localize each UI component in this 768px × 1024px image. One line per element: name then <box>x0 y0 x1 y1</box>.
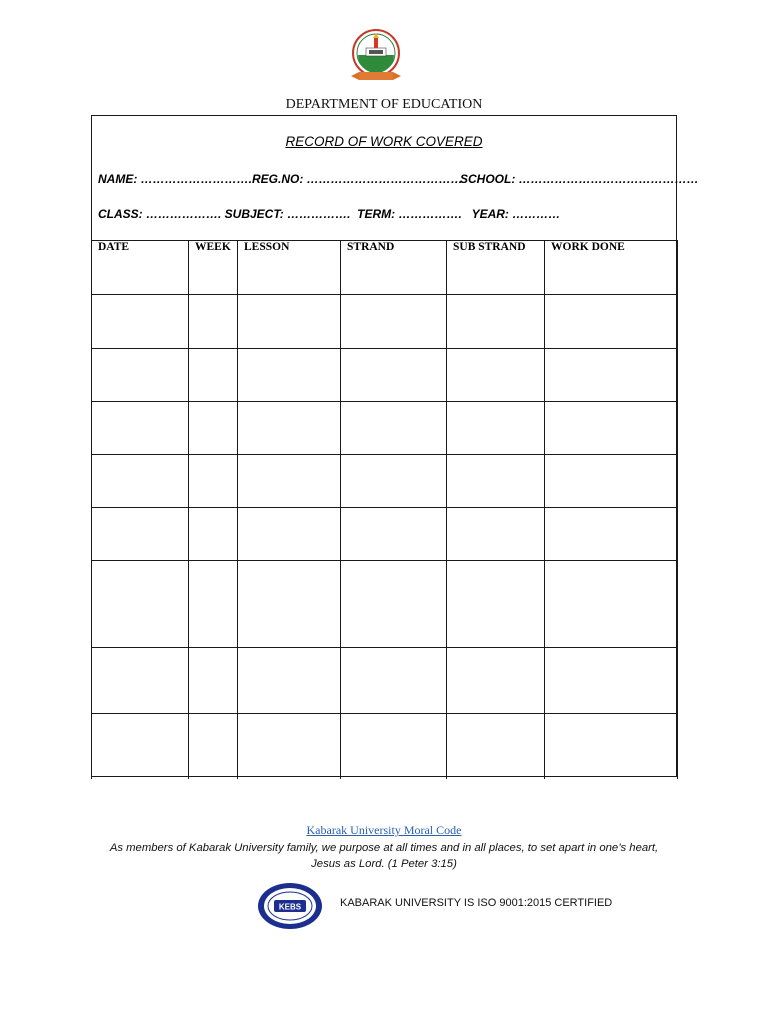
moral-code-link[interactable]: Kabarak University Moral Code <box>306 823 462 837</box>
table-cell[interactable] <box>238 561 341 648</box>
table-row <box>92 508 678 561</box>
table-cell[interactable] <box>341 455 447 508</box>
table-row <box>92 349 678 402</box>
table-cell[interactable] <box>238 349 341 402</box>
table-cell[interactable] <box>447 349 545 402</box>
table-cell[interactable] <box>92 455 189 508</box>
table-cell[interactable] <box>341 402 447 455</box>
table-cell[interactable] <box>238 508 341 561</box>
table-cell[interactable] <box>92 561 189 648</box>
table-cell[interactable] <box>92 295 189 349</box>
table-cell[interactable] <box>545 561 678 648</box>
table-cell[interactable] <box>447 402 545 455</box>
table-cell[interactable] <box>92 648 189 714</box>
table-cell[interactable] <box>238 402 341 455</box>
table-row <box>92 402 678 455</box>
column-header-lesson: LESSON <box>238 241 341 295</box>
table-cell[interactable] <box>92 714 189 779</box>
table-cell[interactable] <box>447 648 545 714</box>
table-cell[interactable] <box>189 714 238 779</box>
university-crest-logo <box>349 28 403 88</box>
moral-code-text: As members of Kabarak University family, we purpose at all times and in all places, to set apart in one’s heart, Jesus as Lord. (1 Peter 3:15) <box>109 842 659 870</box>
table-cell[interactable] <box>545 455 678 508</box>
table-row <box>92 561 678 648</box>
table-cell[interactable] <box>545 714 678 779</box>
table-cell[interactable] <box>341 295 447 349</box>
form-title: RECORD OF WORK COVERED <box>285 134 483 149</box>
department-title: DEPARTMENT OF EDUCATION <box>285 97 483 112</box>
table-cell[interactable] <box>341 561 447 648</box>
table-cell[interactable] <box>189 648 238 714</box>
table-cell[interactable] <box>447 714 545 779</box>
column-header-week: WEEK <box>189 241 238 295</box>
record-of-work-form <box>91 115 699 777</box>
table-cell[interactable] <box>545 648 678 714</box>
school-line: SCHOOL: ……………………………………… <box>460 172 699 186</box>
table-cell[interactable] <box>545 402 678 455</box>
table-cell[interactable] <box>189 508 238 561</box>
name-regno-line: NAME: ……………………….REG.NO: ………………………………… <box>98 172 463 186</box>
column-header-date: DATE <box>92 241 189 295</box>
table-cell[interactable] <box>238 648 341 714</box>
table-cell[interactable] <box>341 714 447 779</box>
table-cell[interactable] <box>341 349 447 402</box>
table-cell[interactable] <box>238 714 341 779</box>
table-cell[interactable] <box>238 295 341 349</box>
table-cell[interactable] <box>447 455 545 508</box>
table-cell[interactable] <box>341 648 447 714</box>
table-cell[interactable] <box>92 349 189 402</box>
table-cell[interactable] <box>447 295 545 349</box>
column-header-strand: STRAND <box>341 241 447 295</box>
work-record-table <box>91 240 678 779</box>
table-cell[interactable] <box>189 295 238 349</box>
table-cell[interactable] <box>189 561 238 648</box>
column-header-sub-strand: SUB STRAND <box>447 241 545 295</box>
table-row <box>92 714 678 779</box>
table-cell[interactable] <box>92 508 189 561</box>
table-cell[interactable] <box>545 508 678 561</box>
table-cell[interactable] <box>92 402 189 455</box>
table-cell[interactable] <box>447 561 545 648</box>
table-cell[interactable] <box>545 349 678 402</box>
iso-certification-statement: KABARAK UNIVERSITY IS ISO 9001:2015 CERTIFIED <box>340 897 613 909</box>
table-row <box>92 648 678 714</box>
table-row <box>92 295 678 349</box>
column-header-work-done: WORK DONE <box>545 241 678 295</box>
table-cell[interactable] <box>189 402 238 455</box>
table-row <box>92 455 678 508</box>
kebs-certification-logo <box>256 881 324 931</box>
table-cell[interactable] <box>545 295 678 349</box>
table-cell[interactable] <box>189 349 238 402</box>
table-cell[interactable] <box>447 508 545 561</box>
table-header-row <box>92 241 678 295</box>
class-subject-term-year-line: CLASS: ………………. SUBJECT: ……………. TERM: ……………. YEAR: ………… <box>98 207 561 221</box>
kebs-logo-text: KEBS <box>278 902 302 912</box>
table-cell[interactable] <box>238 455 341 508</box>
table-cell[interactable] <box>341 508 447 561</box>
table-cell[interactable] <box>189 455 238 508</box>
